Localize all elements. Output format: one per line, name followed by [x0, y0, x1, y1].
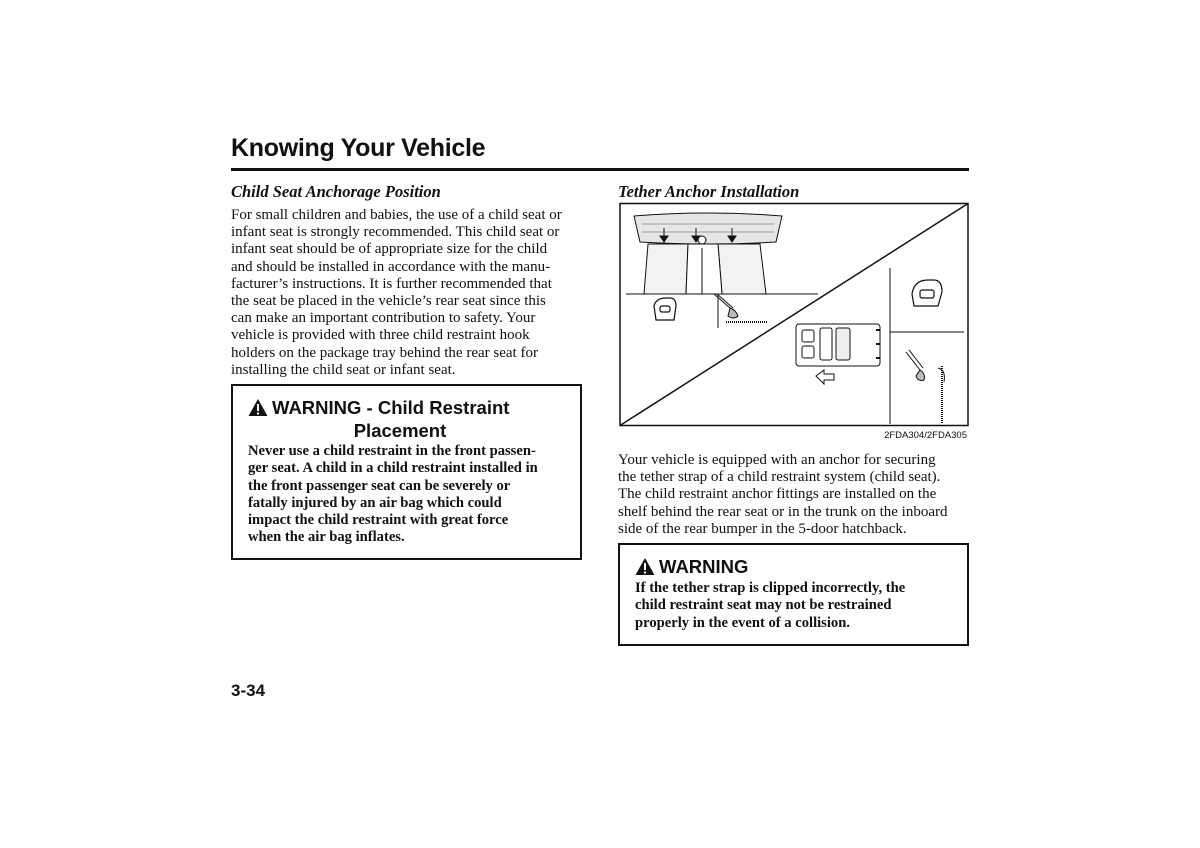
- figure-code: 2FDA304/2FDA305: [884, 430, 967, 441]
- text-line: Never use a child restraint in the front passen-: [248, 443, 536, 459]
- text-line: child restraint seat may not be restrained: [635, 597, 892, 614]
- tether-anchor-heading: Tether Anchor Installation: [618, 182, 800, 201]
- text-line: infant seat is strongly recommended. This child seat or: [231, 224, 560, 241]
- text-line: If the tether strap is clipped incorrectly, the: [635, 580, 906, 596]
- text-line: can make an important contribution to safety. Your: [231, 310, 536, 327]
- text-line: properly in the event of a collision.: [635, 614, 850, 631]
- warning-title-line2: Placement: [353, 420, 447, 441]
- text-line: and should be installed in accordance with the manu-: [231, 258, 551, 275]
- warning-title-text: WARNING: [659, 556, 749, 577]
- warning-title: [635, 555, 953, 578]
- child-restraint-placement-warning: [231, 384, 582, 560]
- warning-triangle-icon: [635, 557, 655, 576]
- left-column: [231, 182, 583, 379]
- text-line: For small children and babies, the use of a child seat or: [231, 207, 562, 223]
- text-line: the seat be placed in the vehicle’s rear seat since this: [231, 293, 546, 310]
- text-line: side of the rear bumper in the 5-door hatchback.: [618, 520, 907, 537]
- text-line: ger seat. A child in a child restraint installed in: [248, 460, 538, 477]
- text-line: vehicle is provided with three child restraint hook: [231, 327, 530, 344]
- page-title: Knowing Your Vehicle: [231, 134, 486, 162]
- warning-body: [248, 443, 566, 547]
- tether-anchor-illustration: [618, 202, 970, 428]
- child-seat-anchorage-heading: Child Seat Anchorage Position: [231, 182, 441, 201]
- text-line: the tether strap of a child restraint system (child seat).: [618, 469, 941, 486]
- text-line: The child restraint anchor fittings are installed on the: [618, 486, 937, 503]
- tether-anchor-text-block: [618, 452, 970, 538]
- text-line: the front passenger seat can be severely or: [248, 477, 511, 494]
- warning-triangle-icon: [248, 398, 268, 417]
- warning-title: [248, 396, 566, 442]
- child-seat-anchorage-text: [231, 207, 583, 379]
- warning-title-line1: WARNING - Child Restraint: [272, 397, 510, 418]
- text-line: impact the child restraint with great force: [248, 512, 509, 529]
- tether-anchor-text: [618, 452, 970, 538]
- header-rule: [231, 168, 969, 171]
- text-line: when the air bag inflates.: [248, 529, 405, 546]
- text-line: facturer’s instructions. It is further recommended that: [231, 275, 552, 292]
- text-line: infant seat should be of appropriate size for the child: [231, 241, 548, 258]
- text-line: Your vehicle is equipped with an anchor for securing: [618, 452, 936, 468]
- text-line: installing the child seat or infant seat.: [231, 361, 456, 378]
- text-line: holders on the package tray behind the rear seat for: [231, 344, 538, 361]
- text-line: shelf behind the rear seat or in the trunk on the inboard: [618, 503, 948, 520]
- text-line: fatally injured by an air bag which could: [248, 494, 502, 511]
- warning-body: [635, 580, 953, 632]
- tether-strap-warning: [618, 543, 969, 646]
- page-number: 3-34: [231, 681, 266, 700]
